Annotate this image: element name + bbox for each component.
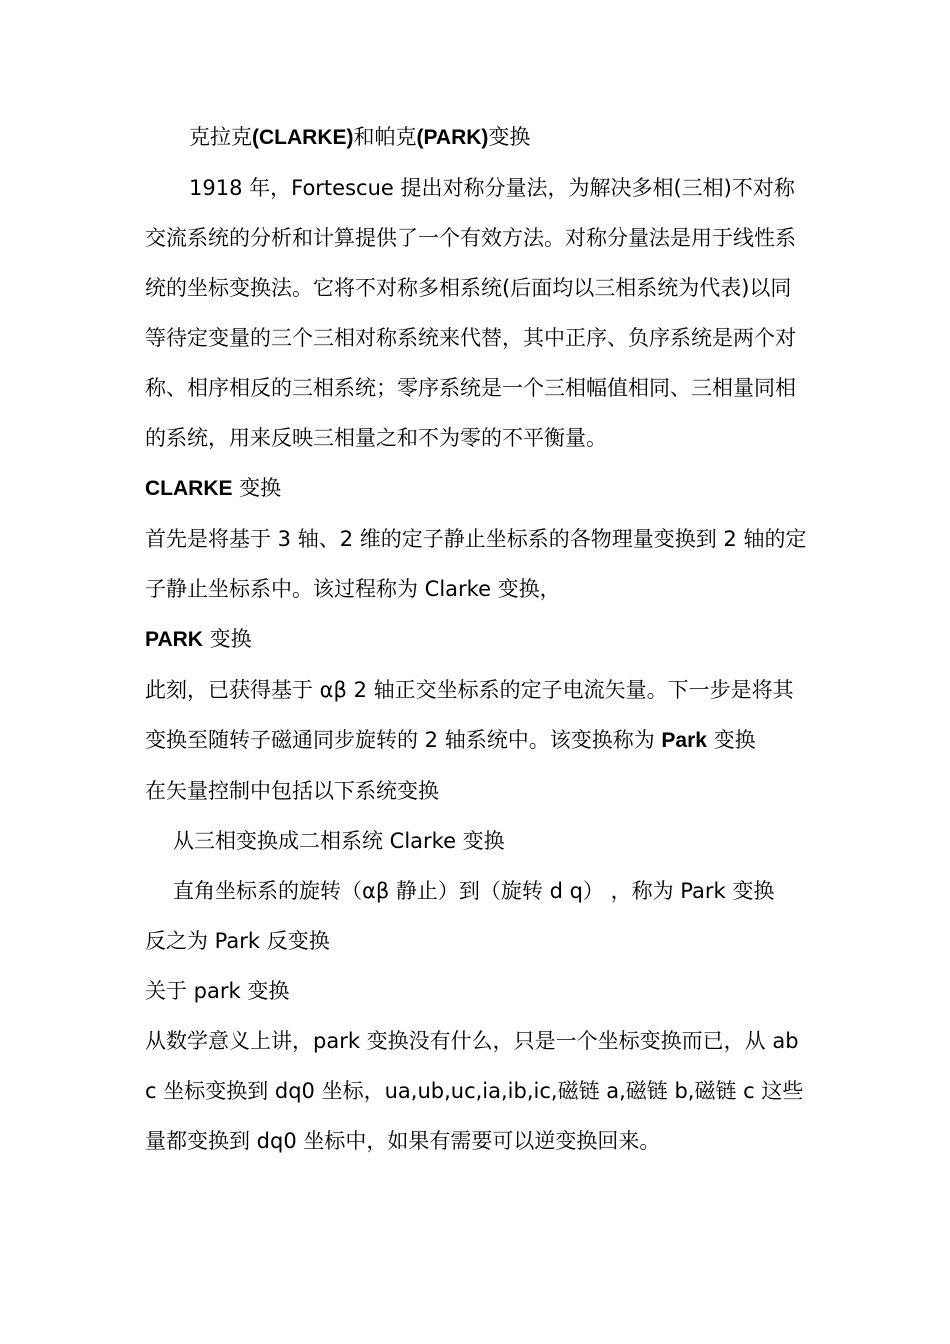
park-heading	[145, 614, 810, 665]
title-prefix: 克拉克	[189, 125, 252, 149]
about-park-heading: 关于 park 变换	[145, 979, 290, 1003]
clarke-paragraph: 首先是将基于 3 轴、2 维的定子静止坐标系的各物理量变换到 2 轴的定子静止坐标系中。该过程称为 Clarke 变换，	[145, 527, 807, 601]
about-park-paragraph: 从数学意义上讲，park 变换没有什么，只是一个坐标变换而已，从 abc 坐标变换到 dq0 坐标，ua,ub,uc,ia,ib,ic,磁链 a,磁链 b,磁链 c 这些量都变换到 dq0 坐标中，如果有需要可以逆变换回来。	[145, 1029, 804, 1153]
title-clarke: (CLARKE)	[252, 126, 354, 149]
intro-paragraph: 1918 年，Fortescue 提出对称分量法，为解决多相(三相)不对称交流系统的分析和计算提供了一个有效方法。对称分量法是用于线性系统的坐标变换法。它将不对称多相系统(后面均以三相系统为代表)以同等待定变量的三个三相对称系统来代替，其中正序、负序系统是两个对称、相序相反的三相系统；零序系统是一个三相幅值相同、三相量同相的系统，用来反映三相量之和不为零的不平衡量。	[145, 176, 796, 450]
title-mid: 和帕克	[353, 125, 417, 149]
park-paragraph-bold: Park	[661, 729, 707, 752]
vector-control-item-inverse: 反之为 Park 反变换	[145, 929, 330, 953]
park-heading-rest: 变换	[202, 627, 252, 651]
clarke-heading-bold: CLARKE	[145, 477, 233, 500]
vector-control-intro: 在矢量控制中包括以下系统变换	[145, 779, 439, 803]
park-paragraph-text-a: 此刻，已获得基于 αβ 2 轴正交坐标系的定子电流矢量。下一步是将其变换至随转子磁通同步旋转的 2 轴系统中。该变换称为	[145, 678, 794, 752]
vector-control-item-clarke: 从三相变换成二相系统 Clarke 变换	[173, 829, 505, 853]
park-paragraph-text-b: 变换	[706, 728, 756, 752]
document-title	[145, 112, 810, 163]
vector-control-item-park: 直角坐标系的旋转（αβ 静止）到（旋转 d q） ，称为 Park 变换	[173, 879, 775, 903]
clarke-heading	[145, 463, 810, 514]
park-paragraph	[145, 665, 810, 766]
document-body	[145, 112, 810, 1166]
title-park: (PARK)	[416, 126, 489, 149]
park-heading-bold: PARK	[145, 628, 203, 651]
title-suffix: 变换	[488, 125, 531, 149]
clarke-heading-rest: 变换	[232, 476, 282, 500]
